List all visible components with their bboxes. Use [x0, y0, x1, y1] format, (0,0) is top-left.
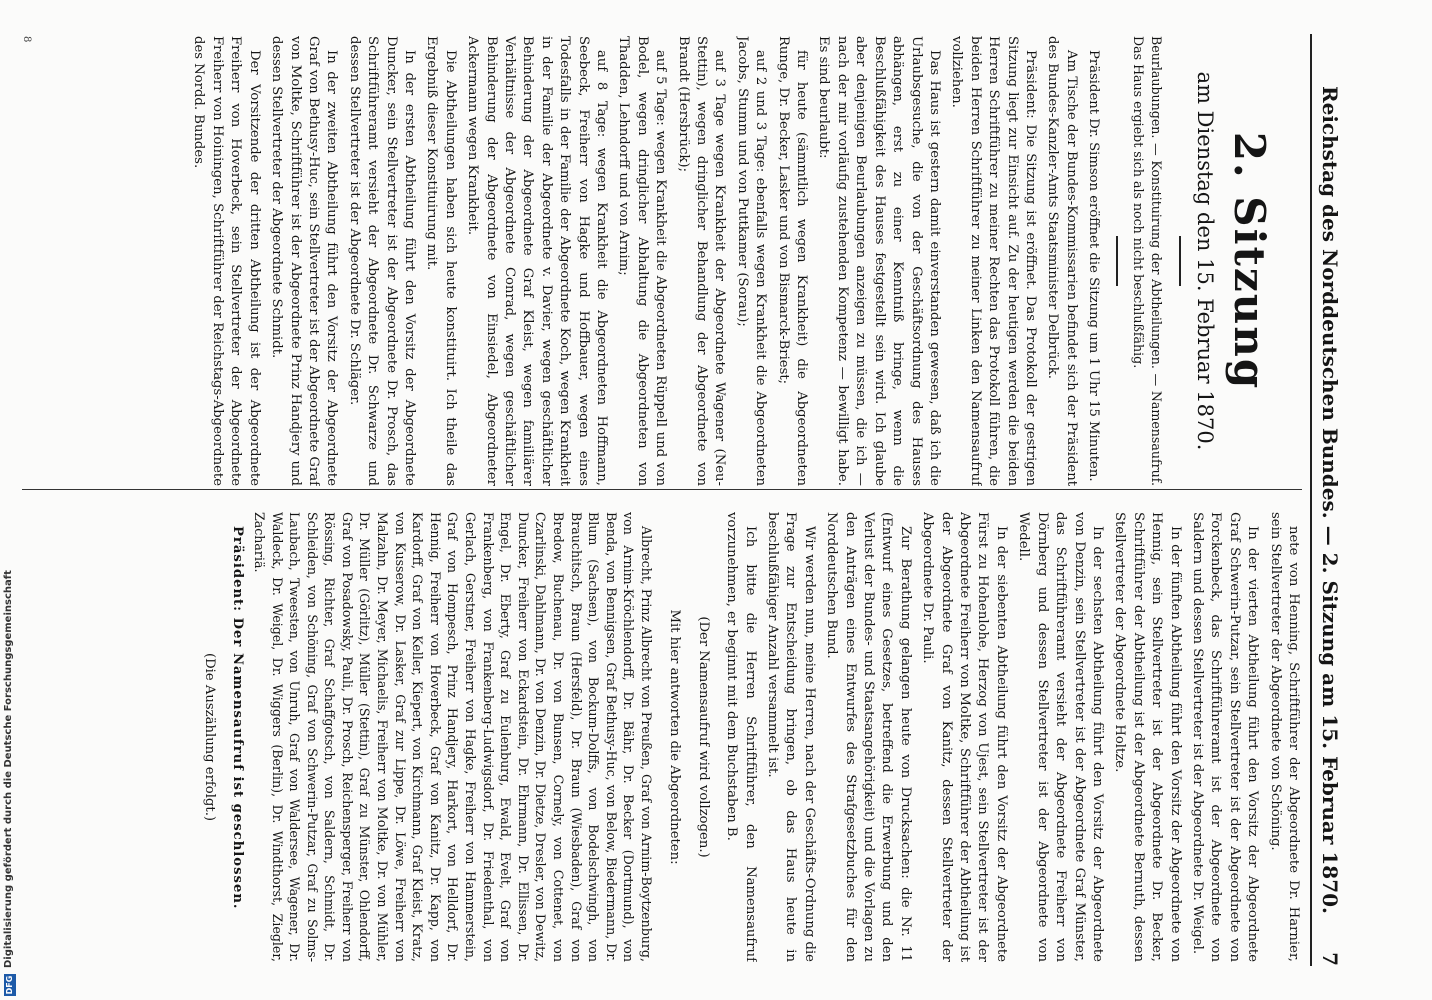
paragraph: nete von Henning, Schriftführer der Abgeordnete Dr. Harnier, sein Stellvertreter der Abgeordnete von Schöning.: [1267, 512, 1301, 962]
paragraph: In der zweiten Abtheilung führt den Vorsitz der Abgeordnete Graf von Bethusy-Huc, sein Stellvertreter ist der Abgeordnete Graf von Moltke, Schriftführer ist der Abgeordnete Prinz Handjery und dessen Stellvertreter der Abgeordnete Schmidt.: [269, 36, 340, 486]
column-divider: [22, 489, 1302, 490]
paragraph: Der Vorsitzende der dritten Abtheilung ist der Abgeordnete Freiherr von Hoverbeck, sein Stellvertreter der Abgeordnete Freiherr von Hoiningen, Schriftführer der Reichstags-Abgeordnete des Nordd. Bundes.: [191, 36, 262, 486]
paragraph: für heute (sämmtlich wegen Krankheit) die Abgeordneten Runge, Dr. Becker, Lasker und von Bismarck-Briest;: [775, 36, 810, 486]
header-title: Reichstag des Norddeutschen Bundes. — 2. Sitzung am 15. Februar 1870.: [1318, 85, 1342, 914]
sheet-mark: 8: [21, 36, 32, 43]
paragraph: Die Abtheilungen haben sich heute konstituirt. Ich theile das Ergebniß dieser Konstituirung mit.: [424, 36, 458, 486]
name-list: Albrecht, Prinz Albrecht von Preußen, Graf von Arnim-Boytzenburg, von Arnim-Kröchlendorff, Dr. Bähr, Dr. Becker (Dortmund), von Benda, von Bennigsen, Graf Bethusy-Huc, von Below, Biedermann, Dr. Blum (Sachsen), von Bockum-Dolffs, von Bodelschwingh, von Brauchitsch, Braun (Hersfeld), Dr. Braun (Wiesbaden), Graf von Bredow, Buchenau, Dr. von Bunsen, Cornely, von Cottenet, von Czarlinski, Dahlmann, Dr. von Denzin, Dr. Dietze, Dresler, von Dewitz, Duncker, Freiherr von Eckardstein, Dr. Ehrmann, Dr. Ellissen, Dr. Engel, Dr. Eberty, Graf zu Eulenburg, Ewald, Evelt, Graf von Frankenberg, von Frankenberg-Ludwigsdorf, Dr. Friedenthal, von Gerlach, Gerstner, Freiherr von Hagke, Freiherr von Hammerstein, Graf von Hompesch, Prinz Handjery, Harkort, von Helldorf, Dr. Hennig, Freiherr von Hoverbeck, Graf von Kanitz, Dr. Kapp, von Kardorff, Graf von Keller, Kiepert, von Kirchmann, Graf Kleist, Kratz, von Kusserow, Dr. Lasker, Graf zur Lippe, Dr. Löwe, Freiherr von Malzahn, Dr. Meyer, Michaelis, Freiherr von Moltke, Dr. von Mühler, Dr. Müller (Görlitz), Müller (Stettin), Graf zu Münster, Ohlendorff, Graf von Posadowsky, Pauli, Dr. Prosch, Reichensperger, Freiherr von Rössing, Richter, Graf Schaffgotsch, von Saldern, Schmidt, Dr. Schleiden, von Schöning, Graf von Schwerin-Putzar, Graf zu Solms-Laubach, Tweesten, von Unruh, Graf von Waldersee, Wagener, Dr. Waldeck, Dr. Weigel, Dr. Wiggers (Berlin), Dr. Windthorst, Ziegler, Zachariä.: [251, 512, 654, 962]
page-number: 7: [1318, 952, 1342, 966]
paragraph: Am Tische der Bundes-Kommissarien befindet sich der Präsident des Bundes-Kanzler-Amts Staatsminister Delbrück.: [1045, 36, 1079, 486]
left-column: [12, 36, 1302, 486]
title-rule: [1179, 236, 1181, 286]
stage-direction-rollcall: (Der Namensaufruf wird vollzogen.): [695, 616, 711, 858]
closing-statement: Präsident: Der Namensaufruf ist geschlossen.: [230, 526, 246, 910]
left-paragraphs: [189, 36, 1102, 486]
paragraph: auf 2 und 3 Tage: ebenfalls wegen Krankheit die Abgeordneten Jacobs, Stumm und von Puttkamer (Sorau);: [734, 36, 769, 486]
session-title: 2. Sitzung: [1225, 131, 1274, 391]
paragraph: In der ersten Abtheilung führt den Vorsitz der Abgeordnete Duncker, sein Stellvertreter ist der Abgeordnete Dr. Prosch, das Schriftführeramt versieht der Abgeordnete Dr. Schwarze und dessen Stellvertreter ist der Abgeordnete Dr. Schläger.: [346, 36, 417, 486]
stage-direction-answers: Mit hier antworten die Abgeordneten:: [667, 609, 683, 865]
paragraph: Zur Berathung gelangen heute von Drucksachen: die Nr. 11 (Entwurf eines Gesetzes, betreffend die Erwerbung und den Verlust der Bundes- und Staatsangehörigkeit) und die Vorlagen zu den Anträgen eines Entwurfes des Strafgesetzbuches für den Norddeutschen Bund.: [824, 512, 913, 962]
session-date: am Dienstag den 15. Februar 1870.: [1193, 71, 1217, 451]
paragraph: Wir werden nun, meine Herren, nach der Geschäfts-Ordnung die Frage zur Entscheidung bringen, ob das Haus heute in beschlußfähiger Anzahl versammelt ist.: [765, 512, 817, 962]
right-paragraphs: [722, 512, 1302, 962]
running-header: [1310, 34, 1346, 966]
paragraph: In der fünften Abtheilung führt den Vorsitz der Abgeordnete von Hennig, sein Stellvertreter ist der Abgeordnete Dr. Becker, Schriftführer der Abtheilung ist der Abgeordnete Bernuth, dessen Stellvertreter der Abgeordnete Holtze.: [1112, 512, 1183, 962]
paragraph: Präsident: Die Sitzung ist eröffnet. Das Protokoll der gestrigen Sitzung liegt zur Einsicht auf. Zu der heutigen werden die beiden Herren Schriftführer zu meiner Rechten das Protokoll führen, die beiden Herren Schriftführer zu meiner Linken den Namensaufruf vollziehen.: [949, 36, 1038, 486]
paragraph: Präsident Dr. Simson eröffnet die Sitzung um 1 Uhr 15 Minuten.: [1086, 50, 1102, 482]
paragraph: Das Haus ist gestern damit einverstanden gewesen, daß ich die Urlaubsgesuche, die von der Geschäftsordnung des Hauses abhängen, erst zu einer Kenntniß bringe, wenn die Beschlußfähigkeit des Hauses festgestellt sein wird. Ich glaube aber denjenigen Beurlaubungen anzeigen zu müssen, die ich — nach der mir vorläufig zustehenden Kompetenz — bewilligt habe. Es sind beurlaubt:: [816, 36, 942, 486]
paragraph: Ich bitte die Herren Schriftführer, den Namensaufruf vorzunehmen, er beginnt mit dem Buchstaben B.: [724, 512, 758, 962]
paragraph: auf 8 Tage: wegen Krankheit die Abgeordneten Hoffmann, Seebeck, Freiherr von Hagke und Hoffbauer, wegen eines Todesfalls in der Familie der Abgeordnete Koch, wegen Krankheit in der Familie der Abgeordnete v. Davier, wegen geschäftlicher Behinderung der Abgeordnete Graf Kleist, wegen familiärer Verhältnisse der Abgeordnete Conrad, wegen geschäftlicher Behinderung der Abgeordnete von Einsiedel, Abgeordneter Ackermann wegen Krankheit.: [465, 36, 610, 486]
paragraph: In der sechsten Abtheilung führt den Vorsitz der Abgeordnete von Denzin, sein Stellvertreter ist der Abgeordnete Graf Münster, das Schriftführeramt versieht der Abgeordnete Freiherr von Dörnberg und dessen Stellvertreter ist der Abgeordnete von Wedell.: [1016, 512, 1105, 962]
dfg-logo: DFG: [5, 975, 14, 995]
agenda-text: Beurlaubungen. — Konstituirung der Abtheilungen. — Namensaufruf. Das Haus ergiebt sich als noch nicht beschlußfähig.: [1130, 36, 1164, 486]
right-column: [12, 512, 1302, 962]
paragraph: In der siebenten Abtheilung führt den Vorsitz der Abgeordnete Fürst zu Hohenlohe, Herzog von Ujest, sein Stellvertreter ist der Abgeordnete Freiherr von Moltke, Schriftführer der Abtheilung ist der Abgeordnete Graf von Kanitz, dessen Stellvertreter der Abgeordnete Dr. Pauli.: [920, 512, 1009, 962]
paragraph: auf 5 Tage: wegen Krankheit die Abgeordneten Rüppell und von Bodel, wegen dringlicher Abhaltung die Abgeordneten von Thadden, Lehndorff und von Arnim;: [616, 36, 669, 486]
paragraph: In der vierten Abtheilung führt den Vorsitz der Abgeordnete Graf Schwerin-Putzar, sein Stellvertreter ist der Abgeordnete von Forckenbeck, das Schriftführeramt ist der Abgeordnete von Saldern und dessen Stellvertreter ist der Abgeordnete Dr. Weigel.: [1189, 512, 1261, 962]
paragraph: auf 3 Tage wegen Krankheit der Abgeordnete Wagener (Neu-Stettin), wegen dringlicher Behandlung der Abgeordnete von Brandt (Hersbrück);: [675, 36, 728, 486]
agenda-rule: [1116, 236, 1118, 286]
stage-direction-count: (Die Auszählung erfolgt.): [201, 652, 217, 822]
dfg-credit: Digitalisierung gefördert durch die Deutsche Forschungsgemeinschaft: [3, 570, 14, 968]
digitization-strip: [0, 0, 20, 1000]
